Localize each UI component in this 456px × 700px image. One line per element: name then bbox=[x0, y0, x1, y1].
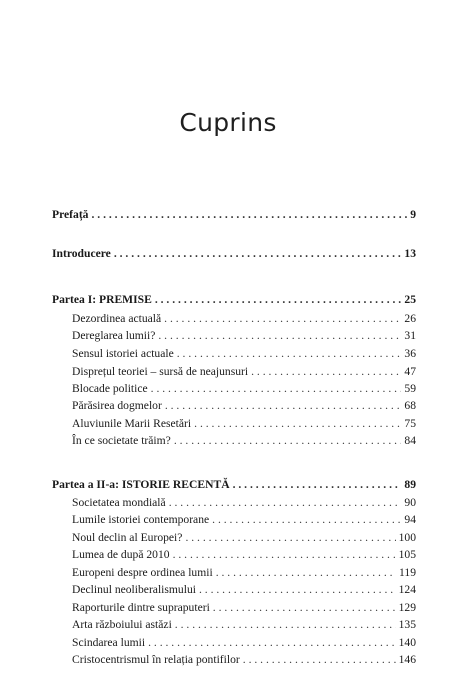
dot-leader bbox=[213, 600, 396, 616]
toc-entry[interactable] bbox=[72, 433, 416, 449]
dot-leader bbox=[155, 292, 402, 308]
toc-entry-label: Aluviunile Marii Resetări bbox=[72, 417, 192, 430]
dot-leader bbox=[158, 328, 401, 344]
toc-entry[interactable] bbox=[72, 652, 416, 668]
toc-entry[interactable] bbox=[72, 328, 416, 344]
dot-leader bbox=[233, 477, 402, 493]
toc-entry-page: 129 bbox=[398, 601, 416, 614]
toc-entry[interactable] bbox=[72, 530, 416, 546]
toc-entry-label: Raporturile dintre supraputeri bbox=[72, 601, 210, 614]
dot-leader bbox=[164, 311, 401, 327]
toc-entry-page: 25 bbox=[404, 293, 416, 306]
toc-entry-page: 140 bbox=[398, 636, 416, 649]
toc-entry-page: 135 bbox=[398, 618, 416, 631]
toc-entry-label: Europeni despre ordinea lumii bbox=[72, 566, 213, 579]
toc-entry-label: Dezordinea actuală bbox=[72, 312, 162, 325]
toc-entry-page: 9 bbox=[410, 208, 416, 221]
dot-leader bbox=[114, 246, 402, 262]
toc-entry-label: Partea I: PREMISE bbox=[52, 293, 152, 306]
toc-entry-page: 47 bbox=[404, 365, 416, 378]
toc-entry-page: 146 bbox=[398, 653, 416, 666]
toc-entry[interactable] bbox=[72, 381, 416, 397]
toc-entry[interactable] bbox=[72, 416, 416, 432]
toc-part-heading[interactable] bbox=[52, 477, 416, 493]
page-title: Cuprins bbox=[179, 108, 277, 137]
toc-entry-label: Introducere bbox=[52, 247, 111, 260]
toc-entry-label: Sensul istoriei actuale bbox=[72, 347, 174, 360]
dot-leader bbox=[194, 416, 401, 432]
toc-entry-page: 75 bbox=[404, 417, 416, 430]
toc-entry-page: 90 bbox=[404, 496, 416, 509]
toc-entry-page: 94 bbox=[404, 513, 416, 526]
toc-entry-page: 59 bbox=[404, 382, 416, 395]
toc-entry-label: Părăsirea dogmelor bbox=[72, 399, 162, 412]
toc-entry[interactable] bbox=[72, 364, 416, 380]
toc-entry-label: Lumile istoriei contemporane bbox=[72, 513, 210, 526]
dot-leader bbox=[173, 547, 396, 563]
dot-leader bbox=[148, 635, 396, 651]
toc-entry-label: Arta războiului astăzi bbox=[72, 618, 172, 631]
dot-leader bbox=[174, 433, 402, 449]
toc-entry[interactable] bbox=[72, 495, 416, 511]
toc-entry[interactable] bbox=[72, 617, 416, 633]
toc-entry-label: Lumea de după 2010 bbox=[72, 548, 170, 561]
dot-leader bbox=[251, 364, 401, 380]
toc-part-heading[interactable] bbox=[52, 292, 416, 308]
toc-entry-page: 31 bbox=[404, 329, 416, 342]
toc-entry-page: 119 bbox=[399, 566, 416, 579]
toc-entry-label: Declinul neoliberalismului bbox=[72, 583, 196, 596]
toc-entry-label: Dereglarea lumii? bbox=[72, 329, 156, 342]
toc-entry[interactable] bbox=[72, 398, 416, 414]
dot-leader bbox=[199, 582, 396, 598]
toc-entry-page: 36 bbox=[404, 347, 416, 360]
toc-entry-label: Scindarea lumii bbox=[72, 636, 146, 649]
toc-entry-label: Cristocentrismul în relația pontifilor bbox=[72, 653, 240, 666]
toc-entry-page: 84 bbox=[404, 434, 416, 447]
toc-entry[interactable] bbox=[72, 635, 416, 651]
toc-entry-page: 100 bbox=[398, 531, 416, 544]
toc-entry-page: 105 bbox=[398, 548, 416, 561]
toc-entry-page: 124 bbox=[398, 583, 416, 596]
toc-entry[interactable] bbox=[72, 346, 416, 362]
toc-entry-label: Disprețul teoriei – sursă de neajunsuri bbox=[72, 365, 249, 378]
toc-entry[interactable] bbox=[52, 207, 416, 223]
toc-entry[interactable] bbox=[72, 512, 416, 528]
toc-entry-label: Societatea mondială bbox=[72, 496, 166, 509]
toc-entry-label: Partea a II-a: ISTORIE RECENTĂ bbox=[52, 478, 230, 491]
toc-entry-page: 68 bbox=[404, 399, 416, 412]
toc-entry[interactable] bbox=[72, 565, 416, 581]
dot-leader bbox=[185, 530, 395, 546]
dot-leader bbox=[212, 512, 401, 528]
dot-leader bbox=[243, 652, 396, 668]
toc-entry-label: În ce societate trăim? bbox=[72, 434, 171, 447]
toc-entry-page: 26 bbox=[404, 312, 416, 325]
toc-entry[interactable] bbox=[72, 582, 416, 598]
toc-entry-label: Prefață bbox=[52, 208, 89, 221]
dot-leader bbox=[169, 495, 402, 511]
toc-entry[interactable] bbox=[72, 600, 416, 616]
toc-entry[interactable] bbox=[52, 246, 416, 262]
toc-entry-label: Noul declin al Europei? bbox=[72, 531, 183, 544]
toc-entry-page: 13 bbox=[404, 247, 416, 260]
toc-entry[interactable] bbox=[72, 547, 416, 563]
toc-entry-label: Blocade politice bbox=[72, 382, 148, 395]
dot-leader bbox=[175, 617, 396, 633]
dot-leader bbox=[216, 565, 396, 581]
toc-entry-page: 89 bbox=[404, 478, 416, 491]
dot-leader bbox=[151, 381, 402, 397]
dot-leader bbox=[165, 398, 402, 414]
toc-entry[interactable] bbox=[72, 311, 416, 327]
dot-leader bbox=[91, 207, 407, 223]
dot-leader bbox=[177, 346, 402, 362]
